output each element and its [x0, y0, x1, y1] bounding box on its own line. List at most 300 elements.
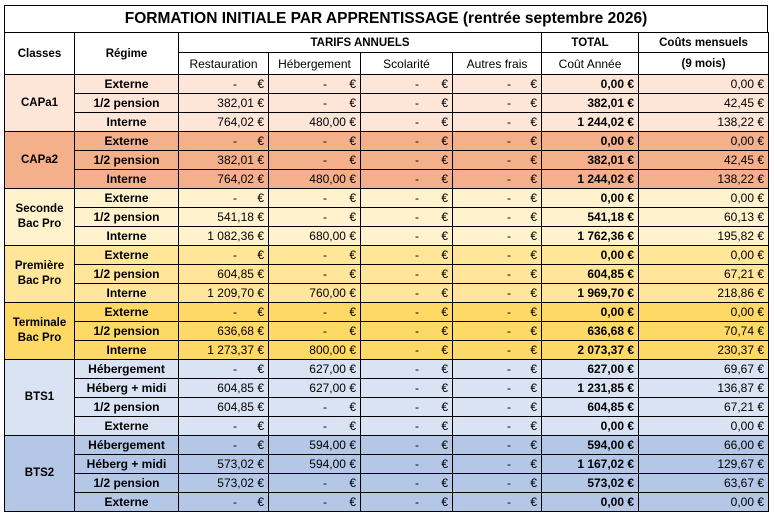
- hebergement-cell: [269, 246, 361, 265]
- table-row: [5, 246, 769, 265]
- euro-mark: €: [441, 305, 448, 319]
- regime-cell: Hébergement: [75, 436, 179, 455]
- hebergement-cell: 680,00 €: [269, 227, 361, 246]
- restauration-cell: [179, 75, 269, 94]
- euro-mark: €: [441, 419, 448, 433]
- hebergement-cell: 480,00 €: [269, 170, 361, 189]
- tarifs-sheet: [4, 5, 768, 512]
- restauration-cell: 764,02 €: [179, 113, 269, 132]
- restauration-cell: 1 273,37 €: [179, 341, 269, 360]
- scolarite-cell: [361, 493, 453, 512]
- table-row: [5, 151, 769, 170]
- euro-mark: €: [441, 476, 448, 490]
- total-cell: 1 167,02 €: [542, 455, 639, 474]
- mensuel-cell: 195,82 €: [639, 227, 769, 246]
- autres-cell: [453, 246, 542, 265]
- table-row: [5, 455, 769, 474]
- autres-cell: [453, 379, 542, 398]
- total-cell: 604,85 €: [542, 265, 639, 284]
- restauration-cell: [179, 132, 269, 151]
- hebergement-cell: 627,00 €: [269, 379, 361, 398]
- restauration-cell: 573,02 €: [179, 474, 269, 493]
- restauration-cell: 1 082,36 €: [179, 227, 269, 246]
- scolarite-cell: [361, 132, 453, 151]
- dash-mark: -: [507, 96, 511, 110]
- regime-cell: Interne: [75, 341, 179, 360]
- hebergement-cell: [269, 189, 361, 208]
- euro-mark: €: [257, 419, 264, 433]
- dash-mark: -: [415, 343, 419, 357]
- total-cell: 0,00 €: [542, 303, 639, 322]
- euro-mark: €: [530, 172, 538, 186]
- regime-cell: Interne: [75, 113, 179, 132]
- dash-mark: -: [323, 134, 327, 148]
- hebergement-cell: [269, 474, 361, 493]
- regime-cell: Externe: [75, 132, 179, 151]
- dash-mark: -: [233, 495, 237, 509]
- dash-mark: -: [415, 115, 419, 129]
- total-cell: 0,00 €: [542, 493, 639, 512]
- total-cell: 2 073,37 €: [542, 341, 639, 360]
- dash-mark: -: [507, 381, 511, 395]
- dash-mark: -: [507, 134, 511, 148]
- regime-cell: Externe: [75, 493, 179, 512]
- mensuel-cell: 0,00 €: [639, 246, 769, 265]
- euro-mark: €: [349, 96, 356, 110]
- euro-mark: €: [257, 248, 264, 262]
- euro-mark: €: [530, 305, 538, 319]
- mensuel-cell: 218,86 €: [639, 284, 769, 303]
- euro-mark: €: [530, 362, 538, 376]
- classe-cell: CAPa1: [5, 75, 75, 132]
- total-cell: 0,00 €: [542, 189, 639, 208]
- restauration-cell: [179, 417, 269, 436]
- scolarite-cell: [361, 113, 453, 132]
- total-cell: 1 762,36 €: [542, 227, 639, 246]
- scolarite-cell: [361, 474, 453, 493]
- autres-cell: [453, 75, 542, 94]
- autres-cell: [453, 132, 542, 151]
- euro-mark: €: [530, 77, 538, 91]
- dash-mark: -: [415, 400, 419, 414]
- mensuel-cell: 42,45 €: [639, 151, 769, 170]
- sheet-title: FORMATION INITIALE PAR APPRENTISSAGE (rentrée septembre 2026): [4, 5, 768, 32]
- tarifs-body: [5, 75, 769, 512]
- table-row: [5, 398, 769, 417]
- dash-mark: -: [507, 267, 511, 281]
- restauration-cell: 764,02 €: [179, 170, 269, 189]
- euro-mark: €: [257, 191, 264, 205]
- regime-cell: Hébergement: [75, 360, 179, 379]
- euro-mark: €: [530, 267, 538, 281]
- mensuel-cell: 129,67 €: [639, 455, 769, 474]
- scolarite-cell: [361, 227, 453, 246]
- total-cell: 1 969,70 €: [542, 284, 639, 303]
- euro-mark: €: [441, 267, 448, 281]
- hebergement-cell: [269, 265, 361, 284]
- euro-mark: €: [530, 438, 538, 452]
- dash-mark: -: [415, 305, 419, 319]
- tarifs-table: [4, 32, 769, 512]
- table-row: [5, 170, 769, 189]
- mensuel-cell: 0,00 €: [639, 417, 769, 436]
- regime-cell: 1/2 pension: [75, 322, 179, 341]
- total-cell: 1 231,85 €: [542, 379, 639, 398]
- euro-mark: €: [530, 229, 538, 243]
- euro-mark: €: [530, 286, 538, 300]
- mensuel-cell: 63,67 €: [639, 474, 769, 493]
- euro-mark: €: [349, 267, 356, 281]
- autres-cell: [453, 341, 542, 360]
- euro-mark: €: [441, 172, 448, 186]
- euro-mark: €: [530, 400, 538, 414]
- scolarite-cell: [361, 455, 453, 474]
- dash-mark: -: [507, 172, 511, 186]
- dash-mark: -: [415, 134, 419, 148]
- autres-cell: [453, 493, 542, 512]
- dash-mark: -: [415, 267, 419, 281]
- euro-mark: €: [441, 229, 448, 243]
- euro-mark: €: [349, 400, 356, 414]
- hebergement-cell: [269, 208, 361, 227]
- euro-mark: €: [349, 305, 356, 319]
- dash-mark: -: [507, 229, 511, 243]
- autres-cell: [453, 360, 542, 379]
- restauration-cell: 1 209,70 €: [179, 284, 269, 303]
- hebergement-cell: [269, 94, 361, 113]
- header-total-sub: Coût Année: [542, 53, 639, 75]
- dash-mark: -: [415, 457, 419, 471]
- euro-mark: €: [349, 191, 356, 205]
- table-row: [5, 189, 769, 208]
- mensuel-cell: 67,21 €: [639, 398, 769, 417]
- dash-mark: -: [323, 248, 327, 262]
- euro-mark: €: [441, 153, 448, 167]
- euro-mark: €: [530, 381, 538, 395]
- mensuel-cell: 230,37 €: [639, 341, 769, 360]
- total-cell: 541,18 €: [542, 208, 639, 227]
- table-row: [5, 436, 769, 455]
- euro-mark: €: [349, 210, 356, 224]
- dash-mark: -: [507, 153, 511, 167]
- dash-mark: -: [415, 96, 419, 110]
- restauration-cell: [179, 246, 269, 265]
- dash-mark: -: [233, 438, 237, 452]
- dash-mark: -: [507, 457, 511, 471]
- hebergement-cell: 627,00 €: [269, 360, 361, 379]
- total-cell: 382,01 €: [542, 151, 639, 170]
- regime-cell: Héberg + midi: [75, 379, 179, 398]
- hebergement-cell: [269, 493, 361, 512]
- mensuel-cell: 138,22 €: [639, 113, 769, 132]
- euro-mark: €: [441, 495, 448, 509]
- classe-cell: Première Bac Pro: [5, 246, 75, 303]
- table-row: [5, 94, 769, 113]
- table-row: [5, 132, 769, 151]
- total-cell: 636,68 €: [542, 322, 639, 341]
- dash-mark: -: [507, 343, 511, 357]
- euro-mark: €: [441, 115, 448, 129]
- dash-mark: -: [507, 305, 511, 319]
- dash-mark: -: [507, 324, 511, 338]
- dash-mark: -: [323, 77, 327, 91]
- euro-mark: €: [257, 438, 264, 452]
- autres-cell: [453, 94, 542, 113]
- scolarite-cell: [361, 265, 453, 284]
- autres-cell: [453, 170, 542, 189]
- mensuel-cell: 69,67 €: [639, 360, 769, 379]
- euro-mark: €: [441, 457, 448, 471]
- euro-mark: €: [530, 153, 538, 167]
- total-cell: 1 244,02 €: [542, 113, 639, 132]
- scolarite-cell: [361, 246, 453, 265]
- total-cell: 1 244,02 €: [542, 170, 639, 189]
- header-regime: Régime: [75, 33, 179, 75]
- euro-mark: €: [530, 343, 538, 357]
- regime-cell: Interne: [75, 227, 179, 246]
- euro-mark: €: [349, 248, 356, 262]
- euro-mark: €: [441, 381, 448, 395]
- dash-mark: -: [507, 400, 511, 414]
- scolarite-cell: [361, 379, 453, 398]
- scolarite-cell: [361, 303, 453, 322]
- classe-cell: Seconde Bac Pro: [5, 189, 75, 246]
- dash-mark: -: [507, 77, 511, 91]
- euro-mark: €: [530, 324, 538, 338]
- dash-mark: -: [233, 305, 237, 319]
- dash-mark: -: [323, 305, 327, 319]
- hebergement-cell: 594,00 €: [269, 455, 361, 474]
- dash-mark: -: [233, 77, 237, 91]
- euro-mark: €: [530, 191, 538, 205]
- dash-mark: -: [415, 229, 419, 243]
- mensuel-cell: 66,00 €: [639, 436, 769, 455]
- dash-mark: -: [323, 400, 327, 414]
- euro-mark: €: [530, 476, 538, 490]
- euro-mark: €: [441, 343, 448, 357]
- header-classes: Classes: [5, 33, 75, 75]
- euro-mark: €: [441, 438, 448, 452]
- autres-cell: [453, 455, 542, 474]
- scolarite-cell: [361, 360, 453, 379]
- restauration-cell: 541,18 €: [179, 208, 269, 227]
- total-cell: 0,00 €: [542, 132, 639, 151]
- mensuel-cell: 0,00 €: [639, 132, 769, 151]
- dash-mark: -: [415, 324, 419, 338]
- dash-mark: -: [415, 172, 419, 186]
- dash-mark: -: [415, 438, 419, 452]
- total-cell: 573,02 €: [542, 474, 639, 493]
- euro-mark: €: [530, 419, 538, 433]
- restauration-cell: [179, 436, 269, 455]
- regime-cell: 1/2 pension: [75, 398, 179, 417]
- scolarite-cell: [361, 94, 453, 113]
- total-cell: 594,00 €: [542, 436, 639, 455]
- dash-mark: -: [507, 248, 511, 262]
- euro-mark: €: [441, 134, 448, 148]
- scolarite-cell: [361, 208, 453, 227]
- autres-cell: [453, 284, 542, 303]
- hebergement-cell: [269, 417, 361, 436]
- table-row: [5, 493, 769, 512]
- regime-cell: Externe: [75, 246, 179, 265]
- header-tarifs: TARIFS ANNUELS: [179, 33, 542, 53]
- euro-mark: €: [441, 286, 448, 300]
- classe-cell: Terminale Bac Pro: [5, 303, 75, 360]
- hebergement-cell: 480,00 €: [269, 113, 361, 132]
- dash-mark: -: [233, 134, 237, 148]
- euro-mark: €: [257, 495, 264, 509]
- euro-mark: €: [257, 305, 264, 319]
- header-restauration: Restauration: [179, 53, 269, 75]
- regime-cell: Interne: [75, 284, 179, 303]
- hebergement-cell: [269, 132, 361, 151]
- euro-mark: €: [349, 495, 356, 509]
- euro-mark: €: [349, 153, 356, 167]
- header-scolarite: Scolarité: [361, 53, 453, 75]
- dash-mark: -: [507, 362, 511, 376]
- dash-mark: -: [415, 495, 419, 509]
- restauration-cell: [179, 189, 269, 208]
- table-row: [5, 379, 769, 398]
- regime-cell: 1/2 pension: [75, 208, 179, 227]
- mensuel-cell: 136,87 €: [639, 379, 769, 398]
- regime-cell: 1/2 pension: [75, 151, 179, 170]
- regime-cell: Interne: [75, 170, 179, 189]
- restauration-cell: [179, 303, 269, 322]
- hebergement-cell: 594,00 €: [269, 436, 361, 455]
- mensuel-cell: 0,00 €: [639, 303, 769, 322]
- header-autres: Autres frais: [453, 53, 542, 75]
- dash-mark: -: [507, 495, 511, 509]
- regime-cell: 1/2 pension: [75, 265, 179, 284]
- dash-mark: -: [323, 96, 327, 110]
- regime-cell: 1/2 pension: [75, 474, 179, 493]
- hebergement-cell: [269, 303, 361, 322]
- table-row: [5, 208, 769, 227]
- euro-mark: €: [441, 191, 448, 205]
- table-row: [5, 75, 769, 94]
- scolarite-cell: [361, 341, 453, 360]
- dash-mark: -: [233, 191, 237, 205]
- euro-mark: €: [349, 324, 356, 338]
- table-row: [5, 265, 769, 284]
- dash-mark: -: [415, 476, 419, 490]
- dash-mark: -: [415, 419, 419, 433]
- table-row: [5, 284, 769, 303]
- euro-mark: €: [349, 134, 356, 148]
- header-hebergement: Hébergement: [269, 53, 361, 75]
- dash-mark: -: [415, 381, 419, 395]
- euro-mark: €: [530, 495, 538, 509]
- restauration-cell: 604,85 €: [179, 265, 269, 284]
- euro-mark: €: [441, 96, 448, 110]
- restauration-cell: 604,85 €: [179, 398, 269, 417]
- euro-mark: €: [349, 77, 356, 91]
- dash-mark: -: [233, 248, 237, 262]
- classe-cell: BTS2: [5, 436, 75, 512]
- regime-cell: Héberg + midi: [75, 455, 179, 474]
- total-cell: 627,00 €: [542, 360, 639, 379]
- euro-mark: €: [441, 400, 448, 414]
- mensuel-cell: 60,13 €: [639, 208, 769, 227]
- autres-cell: [453, 398, 542, 417]
- autres-cell: [453, 436, 542, 455]
- mensuel-cell: 70,74 €: [639, 322, 769, 341]
- euro-mark: €: [441, 362, 448, 376]
- dash-mark: -: [415, 248, 419, 262]
- regime-cell: Externe: [75, 303, 179, 322]
- autres-cell: [453, 208, 542, 227]
- restauration-cell: [179, 360, 269, 379]
- table-row: [5, 322, 769, 341]
- regime-cell: 1/2 pension: [75, 94, 179, 113]
- classe-cell: CAPa2: [5, 132, 75, 189]
- restauration-cell: 636,68 €: [179, 322, 269, 341]
- total-cell: 382,01 €: [542, 94, 639, 113]
- hebergement-cell: [269, 322, 361, 341]
- euro-mark: €: [441, 248, 448, 262]
- dash-mark: -: [323, 191, 327, 205]
- autres-cell: [453, 417, 542, 436]
- autres-cell: [453, 151, 542, 170]
- hebergement-cell: [269, 75, 361, 94]
- autres-cell: [453, 227, 542, 246]
- dash-mark: -: [323, 476, 327, 490]
- dash-mark: -: [415, 210, 419, 224]
- mensuel-cell: 0,00 €: [639, 75, 769, 94]
- dash-mark: -: [233, 419, 237, 433]
- regime-cell: Externe: [75, 75, 179, 94]
- hebergement-cell: 760,00 €: [269, 284, 361, 303]
- regime-cell: Externe: [75, 189, 179, 208]
- dash-mark: -: [323, 324, 327, 338]
- mensuel-cell: 0,00 €: [639, 189, 769, 208]
- autres-cell: [453, 303, 542, 322]
- euro-mark: €: [441, 77, 448, 91]
- total-cell: 0,00 €: [542, 246, 639, 265]
- scolarite-cell: [361, 189, 453, 208]
- euro-mark: €: [530, 210, 538, 224]
- euro-mark: €: [530, 134, 538, 148]
- table-row: [5, 417, 769, 436]
- header-mensuel-sub: (9 mois): [639, 53, 769, 75]
- total-cell: 0,00 €: [542, 75, 639, 94]
- dash-mark: -: [415, 286, 419, 300]
- hebergement-cell: [269, 151, 361, 170]
- euro-mark: €: [349, 419, 356, 433]
- header-total: TOTAL: [542, 33, 639, 53]
- euro-mark: €: [257, 134, 264, 148]
- dash-mark: -: [507, 115, 511, 129]
- autres-cell: [453, 322, 542, 341]
- restauration-cell: 604,85 €: [179, 379, 269, 398]
- euro-mark: €: [257, 362, 264, 376]
- restauration-cell: [179, 493, 269, 512]
- autres-cell: [453, 265, 542, 284]
- dash-mark: -: [415, 153, 419, 167]
- mensuel-cell: 67,21 €: [639, 265, 769, 284]
- dash-mark: -: [323, 419, 327, 433]
- euro-mark: €: [349, 476, 356, 490]
- hebergement-cell: [269, 398, 361, 417]
- table-row: [5, 227, 769, 246]
- classe-cell: BTS1: [5, 360, 75, 436]
- table-row: [5, 303, 769, 322]
- scolarite-cell: [361, 170, 453, 189]
- header-mensuel: Coûts mensuels: [639, 33, 769, 53]
- total-cell: 0,00 €: [542, 417, 639, 436]
